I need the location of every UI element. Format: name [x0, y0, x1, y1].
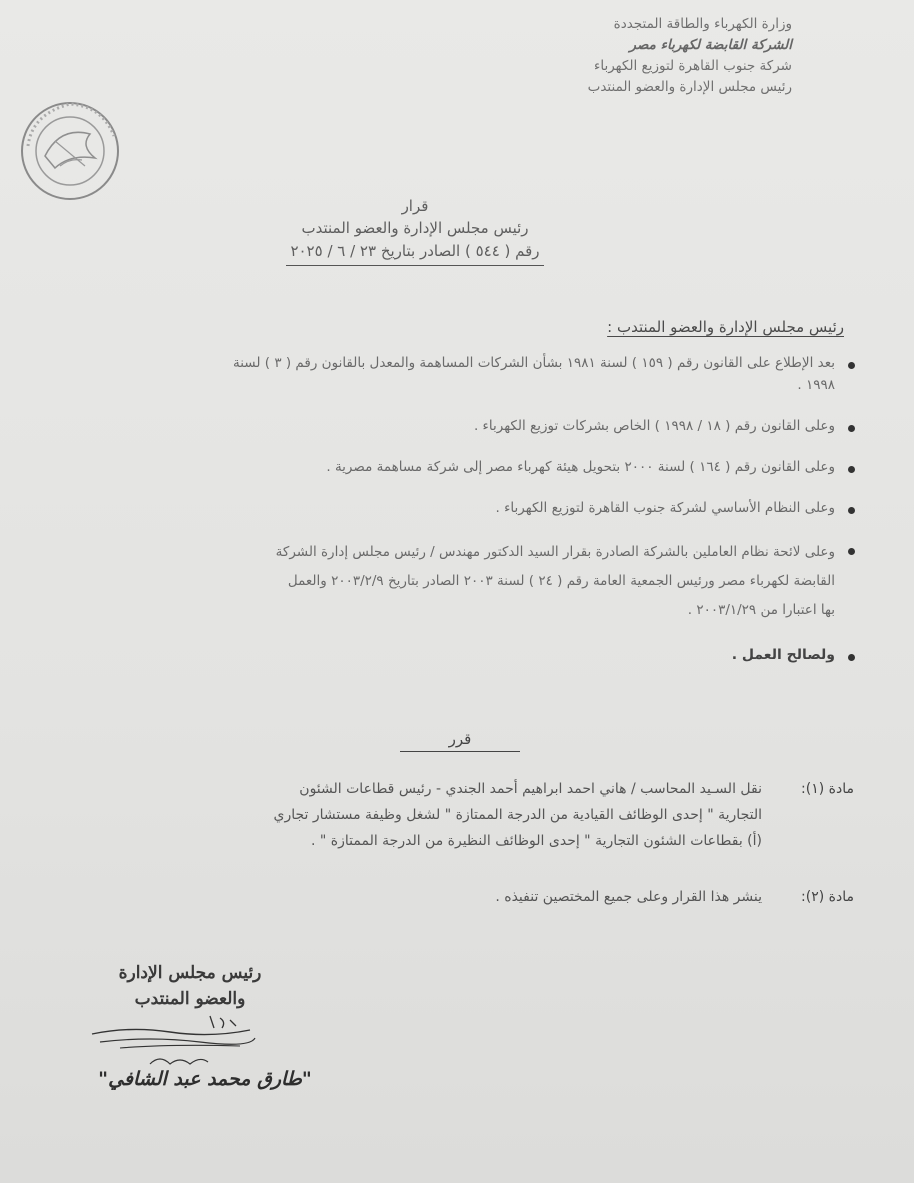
- article-label: مادة (٢):: [801, 889, 854, 905]
- article-line: (أ) بقطاعات الشئون التجارية " إحدى الوظائف النظيرة من الدرجة الممتازة " .: [311, 833, 762, 849]
- preamble-item: [39, 352, 859, 396]
- signature-title-line: رئيس مجلس الإدارة: [118, 963, 262, 983]
- letterhead-ministry: وزارة الكهرباء والطاقة المتجددة: [613, 16, 792, 32]
- preamble-line: وعلى القانون رقم ( ١٦٤ ) لسنة ٢٠٠٠ بتحويل هيئة كهرباء مصر إلى شركة مساهمة مصرية .: [326, 459, 835, 475]
- article-2: [64, 884, 854, 910]
- preamble-list: [39, 352, 859, 685]
- letterhead-company: شركة جنوب القاهرة لتوزيع الكهرباء: [594, 58, 792, 74]
- article-body: [64, 884, 762, 910]
- preamble-item: [39, 538, 859, 625]
- article-line: نقل السـيد المحاسب / هاني احمد ابراهيم أحمد الجندي - رئيس قطاعات الشئون: [299, 781, 762, 797]
- signature-title-line: والعضو المنتدب: [134, 989, 246, 1009]
- preamble-line: القابضة لكهرباء مصر ورئيس الجمعية العامة رقم ( ٢٤ ) لسنة ٢٠٠٣ الصادر بتاريخ ٢٠٠٣/٢/٩ والعمل: [287, 573, 835, 589]
- preamble-closing-item: [39, 644, 859, 666]
- preamble-line: وعلى النظام الأساسي لشركة جنوب القاهرة لتوزيع الكهرباء .: [495, 500, 835, 516]
- decision-title-block: [200, 196, 630, 266]
- preamble-line: وعلى لائحة نظام العاملين بالشركة الصادرة بقرار السيد الدكتور مهندس / رئيس مجلس إدارة الشركة: [275, 544, 835, 560]
- preamble-heading: رئيس مجلس الإدارة والعضو المنتدب :: [607, 318, 844, 336]
- preamble-item: [39, 415, 859, 437]
- decision-number-date: رقم ( ٥٤٤ ) الصادر بتاريخ ٢٣ / ٦ / ٢٠٢٥: [286, 240, 543, 266]
- decision-title: قرار: [401, 197, 429, 215]
- preamble-item: [39, 456, 859, 478]
- decree-heading: قرر: [400, 730, 520, 752]
- circular-company-seal-icon: [10, 96, 120, 206]
- preamble-line: ولصالح العمل .: [731, 647, 835, 663]
- letterhead: [492, 14, 792, 98]
- article-body: [64, 776, 762, 854]
- preamble-line: بعد الإطلاع على القانون رقم ( ١٥٩ ) لسنة ١٩٨١ بشأن الشركات المساهمة والمعدل بالقانون رقم ( ٣ ) لسنة: [232, 355, 835, 371]
- preamble-line: ١٩٩٨ .: [797, 377, 835, 393]
- article-line: التجارية " إحدى الوظائف القيادية من الدرجة الممتازة " لشغل وظيفة مستشار تجاري: [273, 807, 762, 823]
- preamble-line: وعلى القانون رقم ( ١٨ / ١٩٩٨ ) الخاص بشركات توزيع الكهرباء .: [473, 418, 835, 434]
- handwritten-signature: [90, 1012, 260, 1074]
- preamble-line: بها اعتبارا من ٢٠٠٣/١/٢٩ .: [687, 602, 835, 618]
- signature-title: [40, 960, 340, 1012]
- letterhead-office: رئيس مجلس الإدارة والعضو المنتدب: [587, 79, 792, 95]
- decision-issuer: رئيس مجلس الإدارة والعضو المنتدب: [301, 219, 529, 237]
- article-1: [64, 776, 854, 854]
- preamble-item: [39, 497, 859, 519]
- letterhead-holding-company: الشركة القابضة لكهرباء مصر: [629, 37, 792, 53]
- signatory-name: "طارق محمد عبد الشافي": [98, 1068, 312, 1090]
- article-label: مادة (١):: [801, 781, 854, 797]
- article-line: ينشر هذا القرار وعلى جميع المختصين تنفيذه .: [495, 889, 762, 905]
